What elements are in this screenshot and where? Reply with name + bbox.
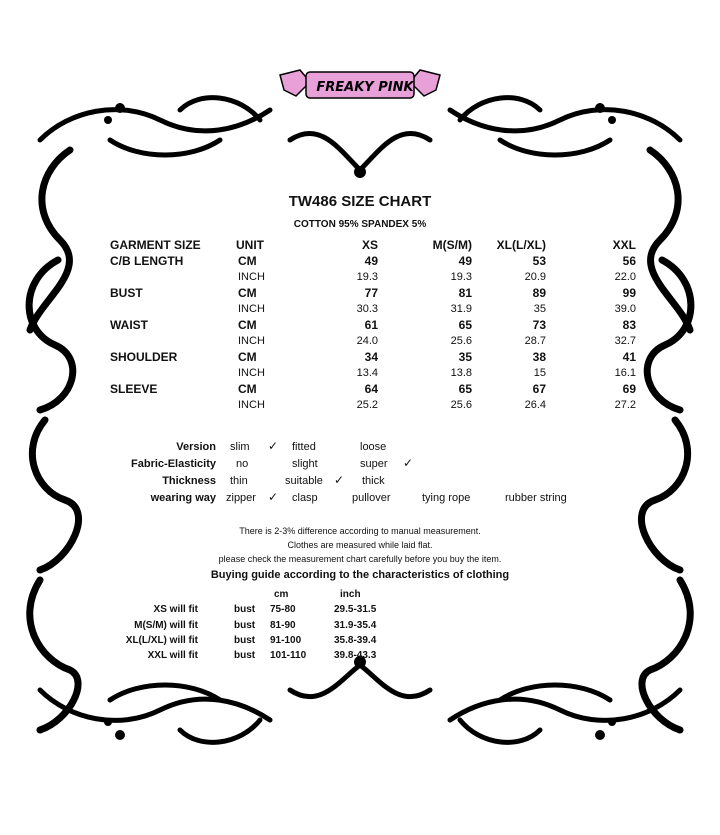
table-row (0, 318, 720, 334)
guide-header-cm: cm (274, 589, 289, 600)
cell: 34 (364, 350, 378, 364)
cell: 69 (622, 382, 636, 396)
property-label-version: Version (176, 441, 216, 453)
cell: 53 (532, 254, 546, 268)
unit-inch: INCH (238, 399, 265, 411)
cell: 25.6 (450, 335, 472, 347)
guide-inch: 29.5-31.5 (334, 604, 377, 615)
guide-row-label: XXL will fit (147, 650, 198, 661)
cell: 15 (533, 367, 546, 379)
header-unit: UNIT (236, 238, 264, 252)
cell: 65 (458, 318, 472, 332)
header-m: M(S/M) (432, 238, 472, 252)
cell: 38 (532, 350, 546, 364)
table-row (0, 286, 720, 302)
cell: 25.6 (450, 399, 472, 411)
cell: 32.7 (614, 335, 636, 347)
cell: 61 (364, 318, 378, 332)
unit-cm: CM (238, 350, 257, 364)
property-label-thickness: Thickness (162, 475, 216, 487)
cell: 19.3 (356, 271, 378, 283)
table-row (0, 303, 720, 319)
header-xl: XL(L/XL) (496, 238, 546, 252)
measure-label: SHOULDER (110, 350, 178, 364)
cell: 19.3 (450, 271, 472, 283)
unit-inch: INCH (238, 271, 265, 283)
cell: 77 (364, 286, 378, 300)
guide-inch: 35.8-39.4 (334, 635, 377, 646)
cell: 16.1 (614, 367, 636, 379)
table-row (0, 335, 720, 351)
option-tying-rope: tying rope (422, 492, 471, 504)
header-xxl: XXL (612, 238, 636, 252)
header-garment-size: GARMENT SIZE (110, 238, 201, 252)
guide-part: bust (234, 620, 256, 631)
guide-cm: 75-80 (270, 604, 296, 615)
cell: 24.0 (356, 335, 378, 347)
brand-logo-text: FREAKY PINK (316, 80, 414, 95)
cell: 64 (364, 382, 378, 396)
cell: 41 (622, 350, 636, 364)
unit-cm: CM (238, 254, 257, 268)
option-fitted: fitted (292, 441, 316, 453)
option-thin: thin (230, 475, 248, 487)
unit-cm: CM (238, 318, 257, 332)
cell: 22.0 (614, 271, 636, 283)
cell: 49 (364, 254, 378, 268)
guide-part: bust (234, 604, 256, 615)
cell: 13.4 (356, 367, 378, 379)
table-row (0, 350, 720, 366)
option-thick: thick (362, 475, 385, 487)
cell: 35 (533, 303, 546, 315)
option-pullover: pullover (352, 492, 391, 504)
measure-label: WAIST (110, 318, 148, 332)
unit-inch: INCH (238, 303, 265, 315)
cell: 27.2 (614, 399, 636, 411)
unit-inch: INCH (238, 335, 265, 347)
cell: 99 (622, 286, 636, 300)
option-rubber-string: rubber string (505, 492, 567, 504)
option-suitable: suitable (285, 475, 323, 487)
unit-inch: INCH (238, 367, 265, 379)
cell: 67 (532, 382, 546, 396)
cell: 56 (622, 254, 636, 268)
measure-label: BUST (110, 286, 143, 300)
guide-header-inch: inch (340, 589, 361, 600)
table-row (0, 271, 720, 287)
guide-part: bust (234, 635, 256, 646)
cell: 49 (458, 254, 472, 268)
cell: 25.2 (356, 399, 378, 411)
cell: 26.4 (524, 399, 546, 411)
note-line: please check the measurement chart carefully before you buy the item. (218, 554, 502, 564)
table-row (0, 399, 720, 415)
measure-label: SLEEVE (110, 382, 158, 396)
cell: 81 (458, 286, 472, 300)
buying-guide-title: Buying guide according to the characteristics of clothing (210, 569, 510, 581)
note-line: There is 2-3% difference according to manual measurement. (239, 526, 481, 536)
checkmark-icon: ✓ (334, 473, 345, 487)
cell: 89 (532, 286, 546, 300)
guide-inch: 39.8-43.3 (334, 650, 377, 661)
option-slight: slight (292, 458, 318, 470)
unit-cm: CM (238, 286, 257, 300)
cell: 28.7 (524, 335, 546, 347)
measure-label: C/B LENGTH (110, 254, 184, 268)
guide-part: bust (234, 650, 256, 661)
guide-inch: 31.9-35.4 (334, 620, 377, 631)
guide-cm: 91-100 (270, 635, 302, 646)
option-clasp: clasp (292, 492, 318, 504)
brand-logo (285, 70, 445, 106)
cell: 83 (622, 318, 636, 332)
unit-cm: CM (238, 382, 257, 396)
cell: 39.0 (614, 303, 636, 315)
header-xs: XS (361, 238, 378, 252)
table-row (0, 382, 720, 398)
option-super: super (360, 458, 388, 470)
cell: 65 (458, 382, 472, 396)
material-composition: COTTON 95% SPANDEX 5% (293, 219, 427, 230)
option-no: no (236, 458, 249, 470)
cell: 31.9 (450, 303, 472, 315)
cell: 30.3 (356, 303, 378, 315)
option-zipper: zipper (226, 492, 256, 504)
guide-row-label: M(S/M) will fit (134, 620, 198, 631)
table-row (0, 367, 720, 383)
note-line: Clothes are measured while laid flat. (287, 540, 433, 550)
option-loose: loose (360, 441, 387, 453)
property-label-elasticity: Fabric-Elasticity (131, 458, 216, 470)
table-row (0, 254, 720, 270)
property-label-wearing-way: wearing way (150, 492, 216, 504)
size-chart-title: TW486 SIZE CHART (288, 193, 432, 210)
checkmark-icon: ✓ (268, 490, 279, 504)
guide-row-label: XL(L/XL) will fit (125, 635, 198, 646)
guide-row-label: XS will fit (153, 604, 198, 615)
checkmark-icon: ✓ (268, 439, 279, 453)
cell: 13.8 (450, 367, 472, 379)
guide-cm: 101-110 (270, 650, 307, 661)
option-slim: slim (230, 441, 250, 453)
cell: 35 (458, 350, 472, 364)
guide-cm: 81-90 (270, 620, 296, 631)
checkmark-icon: ✓ (403, 456, 414, 470)
cell: 20.9 (524, 271, 546, 283)
cell: 73 (532, 318, 546, 332)
